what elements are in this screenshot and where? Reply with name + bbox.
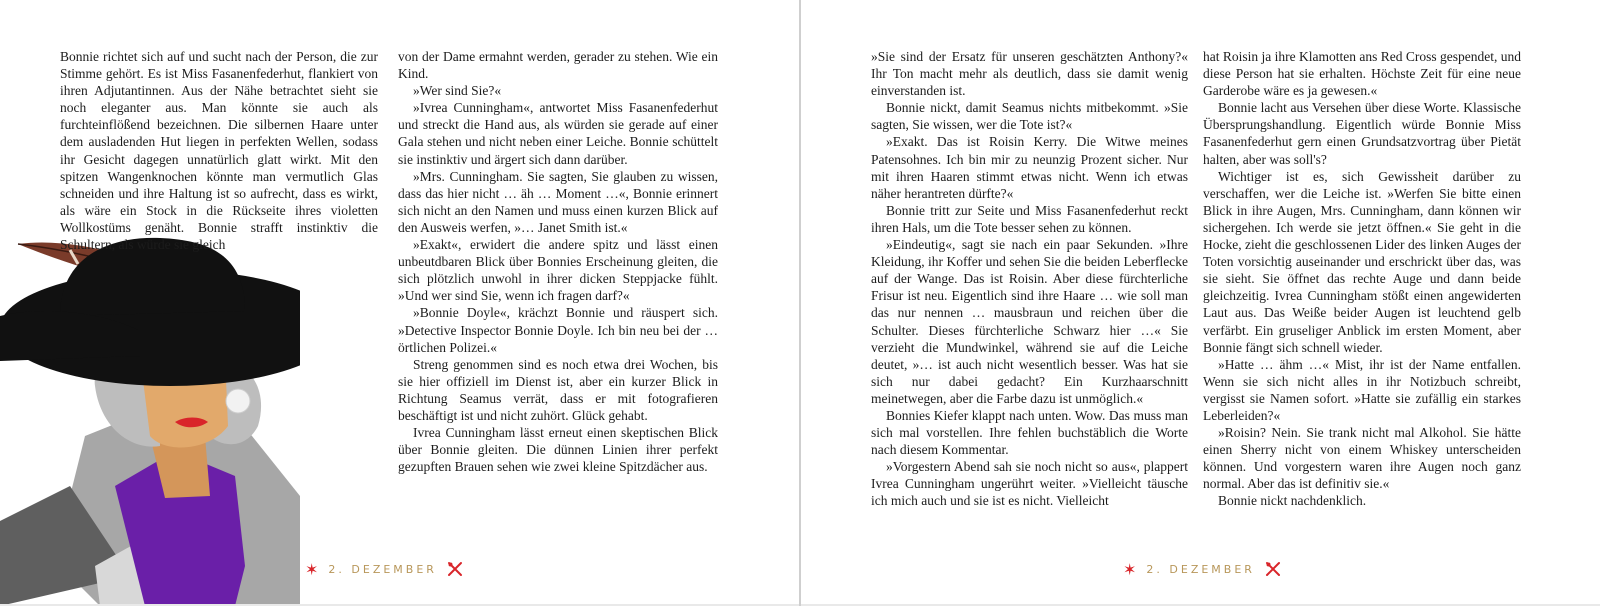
star-icon: ✶ xyxy=(1123,559,1137,579)
paragraph: Bonnies Kiefer klappt nach unten. Wow. Das muss man sich mal vorstellen. Ihre fehlen buchstäblich die Worte nach diesem Kommentar. xyxy=(871,407,1188,458)
paragraph: von der Dame ermahnt werden, gerader zu stehen. Wie ein Kind. xyxy=(398,49,718,82)
paragraph: »Bonnie Doyle«, krächzt Bonnie und räuspert sich. »Detective Inspector Bonnie Doyle. Ich bin neu bei der … örtlichen Polizei.« xyxy=(398,305,718,355)
lady-with-hat-illustration xyxy=(0,236,300,604)
paragraph: »Exakt«, erwidert die andere spitz und lässt einen unbeutdbaren Blick über Bonnies Erscheinung gleiten, die sich plötzlich unwohl in ihrer dicken Steppjacke fühlt. »Und wer sind Sie, wenn ich fragen darf?« xyxy=(398,237,718,304)
paragraph: »Vorgestern Abend sah sie noch nicht so aus«, plappert Ivrea Cunningham ungerührt weiter. »Vielleicht täusche ich mich auch und sie ist es nicht. Vielleicht xyxy=(871,459,1188,509)
page-date-label: 2. DEZEMBER xyxy=(328,562,437,576)
paragraph: Ivrea Cunningham lässt erneut einen skeptischen Blick über Bonnie gleiten. Die dünnen Linien ihrer perfekt gezupften Brauen sehen wie zwei kleine Spitzdächer aus. xyxy=(398,425,718,475)
left-page-column-1 xyxy=(60,48,378,253)
paragraph: »Ivrea Cunningham«, antwortet Miss Fasanenfederhut und streckt die Hand aus, als würden sie gerade auf einer Gala stehen und nicht neben einer Leiche. Bonnie schüttelt sie instinktiv und ärgert sich dann darüber. xyxy=(398,100,718,167)
paragraph: Bonnie richtet sich auf und sucht nach der Person, die zur Stimme gehört. Es ist Miss Fasanenfederhut, flankiert von ihren Adjutantinnen. Aus der Nähe betrachtet sieht sie noch eleganter aus. Man könnte sie auch als furchteinflößend bezeichnen. Die silbernen Haare unter dem ausladenden Hut liegen in perfekten Wellen, sodass ihr Gesicht dagegen unnatürlich glatt wirkt. Mit den spitzen Wangenknochen könnte man vermutlich Glas schneiden und ihre Haltung ist so aufrecht, dass es wirkt, als wäre ein Stock in die Rückseite ihres violetten Wollkostüms genäht. Bonnie strafft instinktiv die Schultern, als würde sie gleich xyxy=(60,49,378,253)
paragraph: »Exakt. Das ist Roisin Kerry. Die Witwe meines Patensohnes. Ich bin mir zu neunzig Prozent sicher. Nur mit ihren Haaren stimmt etwas nicht. Wenn ich etwas näher herantreten dürfte?« xyxy=(871,134,1188,201)
paragraph: Bonnie tritt zur Seite und Miss Fasanenfederhut reckt ihren Hals, um die Tote besser sehen zu können. xyxy=(871,202,1188,235)
paragraph: »Hatte … ähm …« Mist, ihr ist der Name entfallen. Wenn sie sich nicht alles in ihr Notizbuch schreibt, vergisst sie Namen sofort. »Hatte sie zufällig ein starkes Leberleiden?« xyxy=(1203,356,1521,423)
paragraph: Bonnie lacht aus Versehen über diese Worte. Klassische Übersprungshandlung. Eigentlich würde Bonnie Miss Fasanenfederhut gern einen Grundsatzvortrag über Pietät halten, aber was soll's? xyxy=(1203,100,1521,167)
right-page-column-1 xyxy=(871,48,1188,510)
paragraph: Bonnie nickt nachdenklich. xyxy=(1218,493,1367,509)
fork-knife-icon xyxy=(447,561,463,577)
paragraph: »Sie sind der Ersatz für unseren geschätzten Anthony?« Ihr Ton macht mehr als deutlich, dass sie damit wenig einverstanden ist. xyxy=(871,49,1188,99)
star-icon: ✶ xyxy=(305,559,319,579)
left-page xyxy=(0,0,799,604)
paragraph: hat Roisin ja ihre Klamotten ans Red Cross gespendet, und diese Person hat sie erhalten. Höchste Zeit für eine neue Garderobe wäre es ja gewesen.« xyxy=(1203,49,1521,99)
left-page-column-2 xyxy=(398,48,718,475)
paragraph: Wichtiger ist es, sich Gewissheit darüber zu verschaffen, wer die Leiche ist. »Werfen Sie bitte einen Blick in ihre Augen, Mrs. Cunningham, dann können wir sichergehen. Ich werde sie jetzt öffnen.« Sie geht in die Hocke, zieht die geschlossenen Lider des linken Auges der Toten vorsichtig auseinander und erschrickt über das, was sie sieht. Sie öffnet das rechte Auge und dann beide gleichzeitig. Ivrea Cunningham stößt einen angewiderten Laut aus. Das Weiße beider Augen ist leuchtend gelb verfärbt. Ein gruseliger Anblick im ersten Moment, aber Bonnie fängt sich schnell wieder. xyxy=(1203,168,1521,355)
paragraph: Streng genommen sind es noch etwa drei Wochen, bis sie hier offiziell im Dienst ist, aber ein kurzer Blick in Richtung Seamus verrät, dass er mit fotografieren beschäftigt ist und nicht zuhört. Glück gehabt. xyxy=(398,356,718,423)
paragraph: »Mrs. Cunningham. Sie sagten, Sie glauben zu wissen, dass das hier nicht … äh … Moment …«, Bonnie erinnert sich nicht an den Namen und muss einen kurzen Blick auf den Ausweis werfen, »… Janet Smith ist.« xyxy=(398,168,718,235)
fork-knife-icon xyxy=(1265,561,1281,577)
right-page-footer xyxy=(1123,560,1281,578)
paragraph: »Eindeutig«, sagt sie nach ein paar Sekunden. »Ihre Kleidung, ihr Koffer und sehen Sie die beiden Leberflecke auf der Wange. Das ist Roisin. Aber diese fürchterliche Frisur ist neu. Eigentlich sind ihre Haare … wie soll man das nur nennen … mausbraun und reichen über die Schulter. Dieses fürchterliche Schwarz hier …« Sie verzieht die Mundwinkel, während sie auf die Leiche deutet, »… ist auch nicht wesentlich besser. Was hat sie sich nur dabei gedacht? Ein Kurzhaarschnitt meinetwegen, aber die Farbe dazu ist unmöglich.« xyxy=(871,237,1188,406)
paragraph: »Wer sind Sie?« xyxy=(413,83,502,99)
left-page-footer xyxy=(305,560,463,578)
right-page xyxy=(801,0,1600,604)
paragraph: Bonnie nickt, damit Seamus nichts mitbekommt. »Sie sagten, Sie wissen, wer die Tote ist?« xyxy=(871,100,1188,133)
right-page-column-2 xyxy=(1203,48,1521,510)
page-date-label: 2. DEZEMBER xyxy=(1146,562,1255,576)
paragraph: »Roisin? Nein. Sie trank nicht mal Alkohol. Sie hätte einen Sherry nicht von einem Whiskey unterscheiden können. Und vorgestern waren ihre Augen noch ganz normal. Aber das ist definitiv sie.« xyxy=(1203,425,1521,492)
